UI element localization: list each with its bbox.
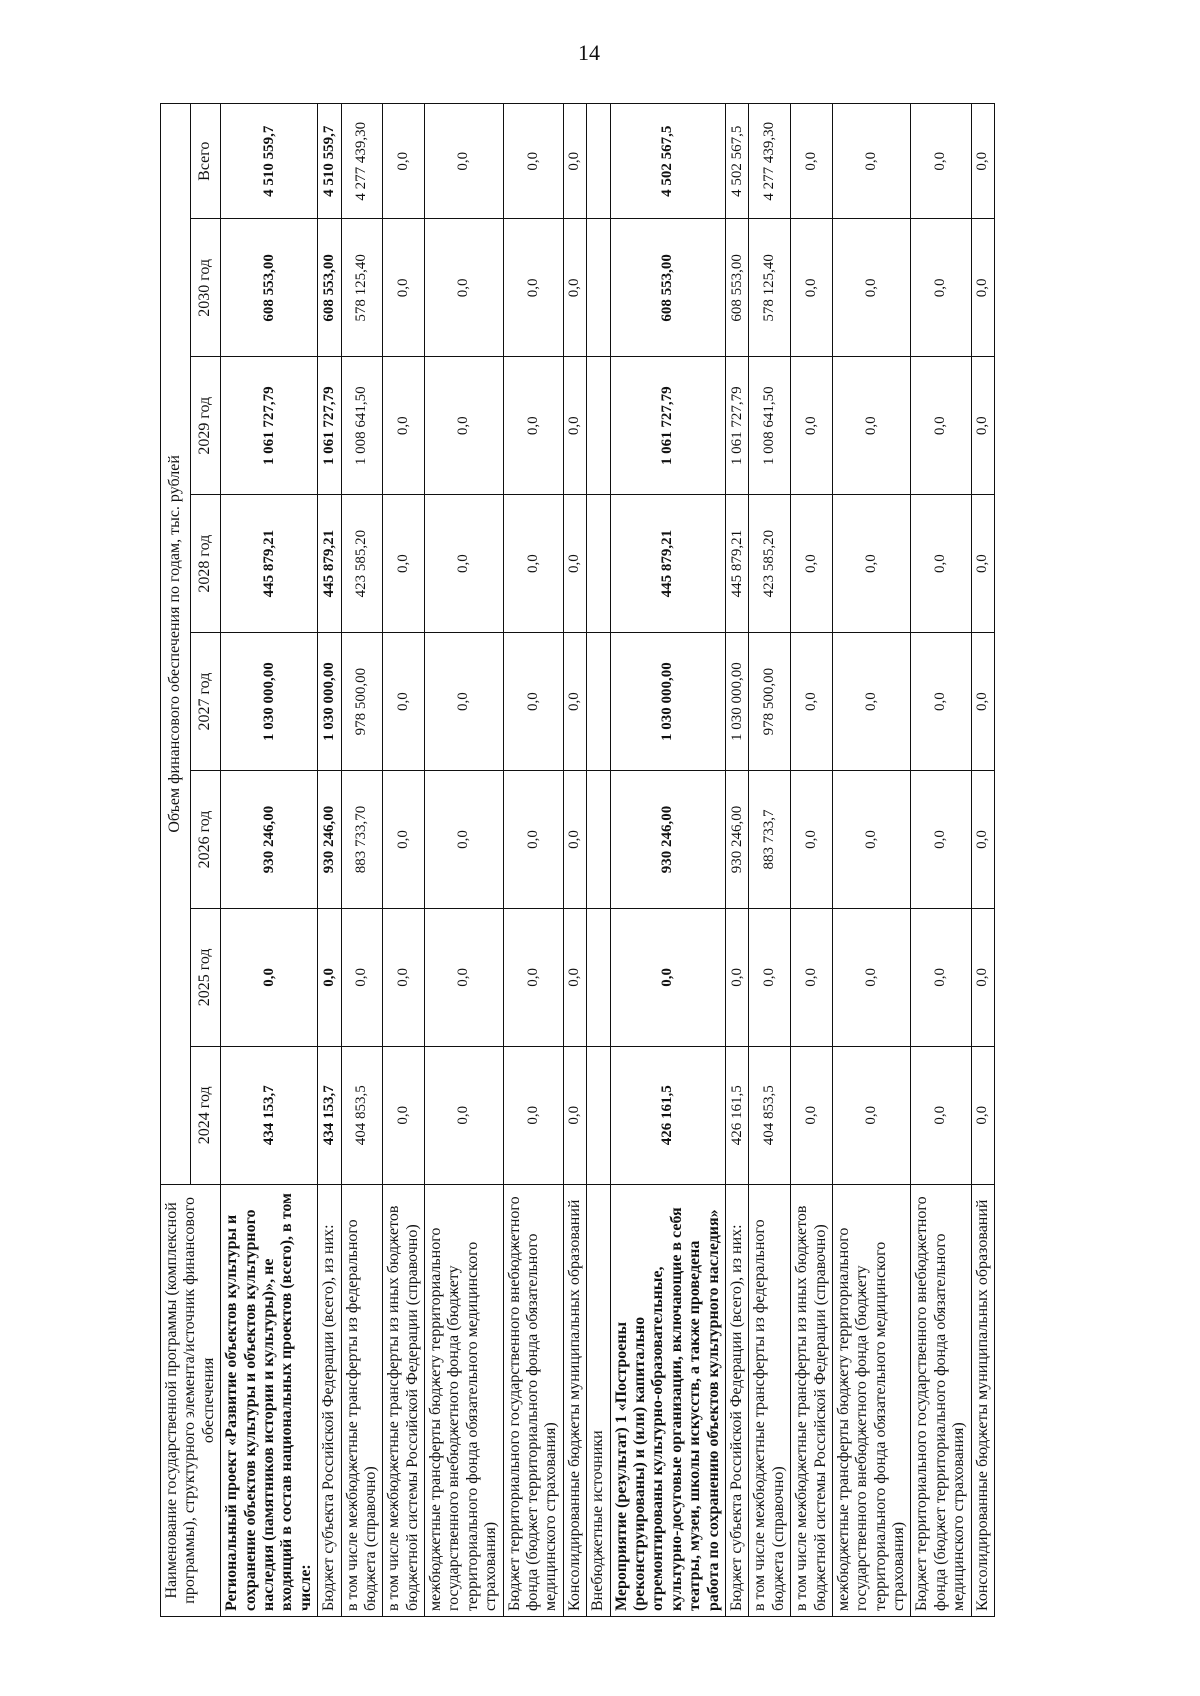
row-value-cell: 1 061 727,79 [610, 357, 725, 495]
row-value-cell: 0,0 [911, 219, 971, 357]
row-value-cell: 4 502 567,5 [610, 104, 725, 219]
row-value-cell: 608 553,00 [610, 219, 725, 357]
header-year: 2029 год [191, 357, 221, 495]
row-value-cell: 0,0 [503, 495, 563, 633]
row-value-cell: 0,0 [610, 908, 725, 1046]
table-row [971, 104, 994, 1617]
row-value-cell: 1 030 000,00 [610, 633, 725, 771]
row-value-cell [587, 357, 610, 495]
table-row [749, 104, 791, 1617]
row-value-cell: 0,0 [425, 495, 504, 633]
row-value-cell: 0,0 [563, 219, 586, 357]
table-row [341, 104, 383, 1617]
row-value-cell: 1 030 000,00 [318, 633, 341, 771]
row-value-cell: 0,0 [791, 633, 833, 771]
row-value-cell: 0,0 [383, 1046, 425, 1184]
row-value-cell: 445 879,21 [725, 495, 748, 633]
row-value-cell: 404 853,5 [749, 1046, 791, 1184]
row-value-cell: 426 161,5 [610, 1046, 725, 1184]
financing-table-rotated [160, 103, 991, 1617]
row-value-cell: 0,0 [563, 104, 586, 219]
row-value-cell: 0,0 [832, 219, 911, 357]
row-value-cell: 578 125,40 [341, 219, 383, 357]
row-value-cell: 0,0 [341, 908, 383, 1046]
row-source-name: Бюджет территориального государственного внебюджетного фонда (бюджет территориального фонда обязательного медицинского страхования) [911, 1184, 971, 1616]
row-value-cell: 0,0 [791, 357, 833, 495]
row-value-cell: 0,0 [971, 104, 994, 219]
row-value-cell: 0,0 [791, 771, 833, 909]
header-row-group [161, 104, 191, 1617]
row-value-cell: 0,0 [383, 219, 425, 357]
row-value-cell: 0,0 [832, 1046, 911, 1184]
header-year: 2025 год [191, 908, 221, 1046]
row-value-cell: 0,0 [563, 771, 586, 909]
table-row [610, 104, 725, 1617]
row-value-cell: 0,0 [383, 633, 425, 771]
row-value-cell: 608 553,00 [318, 219, 341, 357]
row-value-cell: 0,0 [425, 771, 504, 909]
row-value-cell: 0,0 [791, 219, 833, 357]
row-source-name: в том числе межбюджетные трансферты из федерального бюджета (справочно) [341, 1184, 383, 1616]
row-value-cell [587, 495, 610, 633]
row-value-cell: 4 510 559,7 [318, 104, 341, 219]
row-value-cell [587, 771, 610, 909]
row-value-cell: 1 030 000,00 [221, 633, 318, 771]
row-value-cell: 0,0 [911, 495, 971, 633]
row-value-cell [587, 633, 610, 771]
row-value-cell [587, 908, 610, 1046]
row-value-cell: 0,0 [911, 908, 971, 1046]
row-value-cell: 423 585,20 [341, 495, 383, 633]
table-row [221, 104, 318, 1617]
row-value-cell: 0,0 [971, 771, 994, 909]
table-row [383, 104, 425, 1617]
row-value-cell: 0,0 [425, 357, 504, 495]
row-source-name: в том числе межбюджетные трансферты из федерального бюджета (справочно) [749, 1184, 791, 1616]
row-value-cell: 1 061 727,79 [318, 357, 341, 495]
header-year: 2024 год [191, 1046, 221, 1184]
row-value-cell: 0,0 [725, 908, 748, 1046]
table-row [911, 104, 971, 1617]
row-source-name: Мероприятие (результат) 1 «Построены (реконструированы) и (или) капитально отремонтированы культурно-образовательные, культурно-досуговые организации, включающие в себя театры, музеи, школы искусств, а также проведена работа по сохранению объектов культурного наследия» [610, 1184, 725, 1616]
row-value-cell: 608 553,00 [725, 219, 748, 357]
row-value-cell: 0,0 [832, 357, 911, 495]
row-value-cell: 423 585,20 [749, 495, 791, 633]
row-value-cell: 0,0 [383, 104, 425, 219]
row-value-cell: 0,0 [425, 1046, 504, 1184]
row-value-cell: 0,0 [832, 771, 911, 909]
row-value-cell: 0,0 [971, 633, 994, 771]
row-value-cell: 930 246,00 [318, 771, 341, 909]
row-source-name: межбюджетные трансферты бюджету территориального государственного внебюджетного фонда (бюджету территориального фонда обязательного медицинского страхования) [832, 1184, 911, 1616]
row-value-cell: 0,0 [563, 633, 586, 771]
row-value-cell: 4 277 439,30 [749, 104, 791, 219]
row-value-cell: 0,0 [318, 908, 341, 1046]
page-number: 14 [578, 40, 600, 65]
table-row [587, 104, 610, 1617]
header-financing-group: Объем финансового обеспечения по годам, тыс. рублей [161, 104, 191, 1185]
row-value-cell: 404 853,5 [341, 1046, 383, 1184]
table-row [563, 104, 586, 1617]
row-value-cell: 0,0 [563, 495, 586, 633]
header-year: 2030 год [191, 219, 221, 357]
row-value-cell: 4 502 567,5 [725, 104, 748, 219]
row-value-cell: 445 879,21 [610, 495, 725, 633]
row-value-cell: 0,0 [832, 495, 911, 633]
row-source-name: Бюджет субъекта Российской Федерации (всего), из них: [725, 1184, 748, 1616]
row-value-cell: 0,0 [503, 908, 563, 1046]
row-value-cell: 0,0 [383, 771, 425, 909]
row-source-name: в том числе межбюджетные трансферты из иных бюджетов бюджетной системы Российской Федерации (справочно) [791, 1184, 833, 1616]
row-value-cell: 930 246,00 [610, 771, 725, 909]
row-value-cell: 0,0 [832, 908, 911, 1046]
row-value-cell: 0,0 [832, 633, 911, 771]
row-value-cell: 4 510 559,7 [221, 104, 318, 219]
row-value-cell [587, 1046, 610, 1184]
row-source-name: Бюджет субъекта Российской Федерации (всего), из них: [318, 1184, 341, 1616]
row-value-cell: 883 733,7 [749, 771, 791, 909]
row-value-cell: 0,0 [221, 908, 318, 1046]
row-value-cell: 0,0 [911, 771, 971, 909]
header-total: Всего [191, 104, 221, 219]
row-value-cell: 0,0 [911, 104, 971, 219]
table-body [221, 104, 995, 1617]
row-source-name: Бюджет территориального государственного внебюджетного фонда (бюджет территориального фонда обязательного медицинского страхования) [503, 1184, 563, 1616]
table-row [318, 104, 341, 1617]
row-value-cell: 445 879,21 [221, 495, 318, 633]
header-year: 2026 год [191, 771, 221, 909]
row-value-cell: 0,0 [832, 104, 911, 219]
row-value-cell: 883 733,70 [341, 771, 383, 909]
row-value-cell: 0,0 [425, 104, 504, 219]
row-value-cell: 0,0 [971, 357, 994, 495]
row-value-cell: 1 030 000,00 [725, 633, 748, 771]
row-value-cell: 0,0 [425, 908, 504, 1046]
row-value-cell: 578 125,40 [749, 219, 791, 357]
header-year: 2028 год [191, 495, 221, 633]
row-value-cell: 0,0 [911, 1046, 971, 1184]
table-row [725, 104, 748, 1617]
row-value-cell: 1 061 727,79 [725, 357, 748, 495]
row-value-cell: 0,0 [971, 1046, 994, 1184]
row-value-cell: 0,0 [563, 357, 586, 495]
row-value-cell: 1 008 641,50 [749, 357, 791, 495]
row-value-cell: 0,0 [791, 1046, 833, 1184]
row-value-cell: 0,0 [383, 357, 425, 495]
header-year: 2027 год [191, 633, 221, 771]
row-value-cell: 0,0 [425, 219, 504, 357]
row-value-cell: 0,0 [971, 908, 994, 1046]
row-source-name: Региональный проект «Развитие объектов культуры и сохранение объектов культуры и объектов культурного наследия (памятников истории и культуры)», не входящий в состав национальных проектов (всего), в том числе: [221, 1184, 318, 1616]
row-value-cell [587, 104, 610, 219]
row-value-cell: 1 008 641,50 [341, 357, 383, 495]
row-value-cell: 978 500,00 [341, 633, 383, 771]
row-value-cell: 434 153,7 [221, 1046, 318, 1184]
row-value-cell: 0,0 [563, 1046, 586, 1184]
row-value-cell: 0,0 [911, 633, 971, 771]
row-value-cell: 0,0 [503, 633, 563, 771]
row-value-cell: 0,0 [503, 357, 563, 495]
row-value-cell: 0,0 [425, 633, 504, 771]
row-value-cell [587, 219, 610, 357]
row-value-cell: 0,0 [749, 908, 791, 1046]
row-value-cell: 1 061 727,79 [221, 357, 318, 495]
row-value-cell: 978 500,00 [749, 633, 791, 771]
row-value-cell: 0,0 [791, 104, 833, 219]
header-name-column: Наименование государственной программы (комплексной программы), структурного элемента/источник финансового обеспечения [161, 1184, 221, 1616]
row-value-cell: 0,0 [791, 495, 833, 633]
row-value-cell: 426 161,5 [725, 1046, 748, 1184]
row-value-cell: 0,0 [503, 1046, 563, 1184]
row-source-name: Консолидированные бюджеты муниципальных образований [971, 1184, 994, 1616]
row-source-name: в том числе межбюджетные трансферты из иных бюджетов бюджетной системы Российской Федерации (справочно) [383, 1184, 425, 1616]
row-source-name: межбюджетные трансферты бюджету территориального государственного внебюджетного фонда (бюджету территориального фонда обязательного медицинского страхования) [425, 1184, 504, 1616]
table-row [503, 104, 563, 1617]
row-value-cell: 434 153,7 [318, 1046, 341, 1184]
table-row [425, 104, 504, 1617]
table-row [791, 104, 833, 1617]
row-value-cell: 930 246,00 [221, 771, 318, 909]
row-value-cell: 608 553,00 [221, 219, 318, 357]
row-value-cell: 930 246,00 [725, 771, 748, 909]
row-value-cell: 0,0 [383, 908, 425, 1046]
row-value-cell: 0,0 [563, 908, 586, 1046]
row-value-cell: 0,0 [503, 219, 563, 357]
row-source-name: Консолидированные бюджеты муниципальных образований [563, 1184, 586, 1616]
row-value-cell: 0,0 [383, 495, 425, 633]
row-value-cell: 0,0 [971, 495, 994, 633]
row-value-cell: 0,0 [791, 908, 833, 1046]
row-value-cell: 0,0 [911, 357, 971, 495]
row-value-cell: 445 879,21 [318, 495, 341, 633]
row-value-cell: 4 277 439,30 [341, 104, 383, 219]
row-value-cell: 0,0 [503, 771, 563, 909]
financing-table [160, 103, 995, 1617]
row-value-cell: 0,0 [503, 104, 563, 219]
table-row [832, 104, 911, 1617]
row-source-name: Внебюджетные источники [587, 1184, 610, 1616]
row-value-cell: 0,0 [971, 219, 994, 357]
